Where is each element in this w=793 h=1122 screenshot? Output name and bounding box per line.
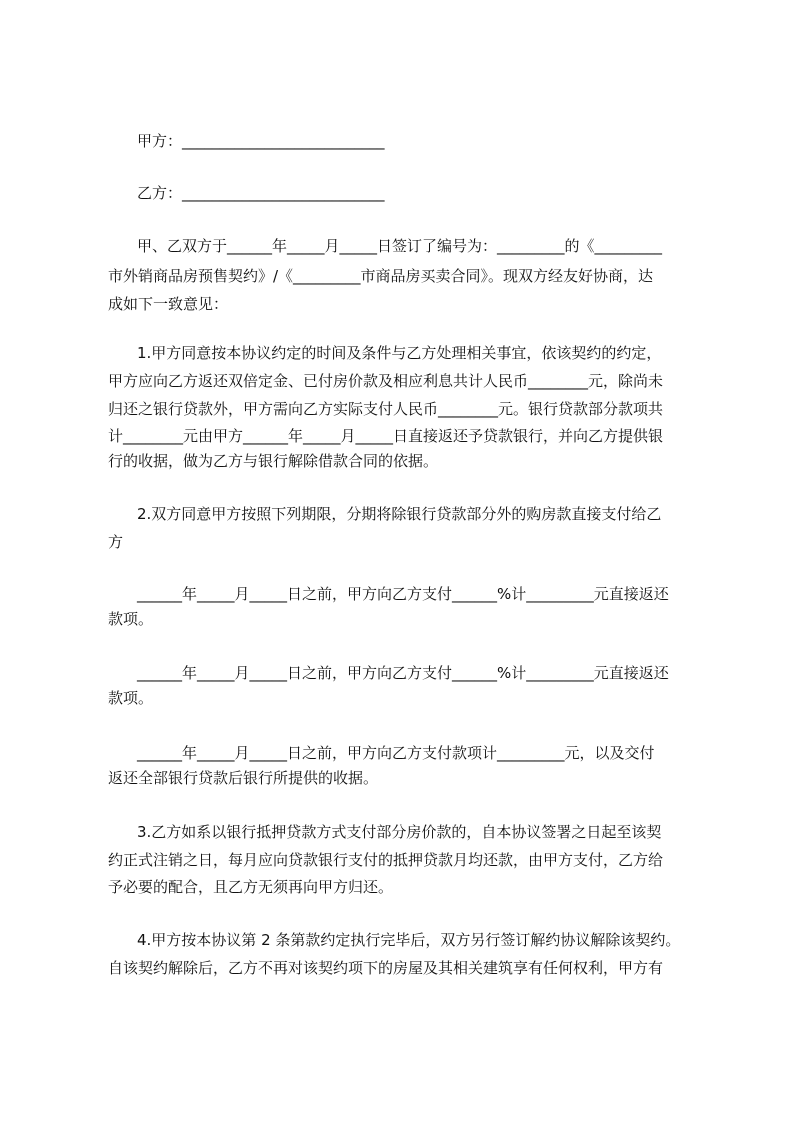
paragraph-line: 约正式注销之日，每月应向贷款银行支付的抵押贷款月均还款，由甲方支付，乙方给	[108, 851, 664, 869]
paragraph-line: 款项。	[108, 689, 154, 707]
paragraph-line: 2.双方同意甲方按照下列期限，分期将除银行贷款部分外的购房款直接支付给乙	[137, 505, 662, 523]
party-b-line: 乙方：___________________________	[137, 184, 385, 202]
paragraph-line: 返还全部银行贷款后银行所提供的收据。	[108, 769, 379, 787]
paragraph-line: 行的收据，做为乙方与银行解除借款合同的依据。	[108, 452, 439, 470]
paragraph-line: 3.乙方如系以银行抵押贷款方式支付部分房价款的，自本协议签署之日起至该契	[137, 823, 662, 841]
paragraph-line: 成如下一致意见：	[108, 295, 229, 313]
paragraph-line: 计________元由甲方______年_____月_____日直接返还予贷款银行，并向乙方提供银	[108, 427, 664, 445]
paragraph-line: ______年_____月_____日之前，甲方向乙方支付______%计_________元直接返还	[137, 664, 669, 682]
paragraph-line: 予必要的配合，且乙方无须再向甲方归还。	[108, 878, 394, 896]
paragraph-line: 归还之银行贷款外，甲方需向乙方实际支付人民币________元。银行贷款部分款项共	[108, 400, 664, 418]
paragraph-line: 方	[108, 533, 124, 551]
paragraph-line: ______年_____月_____日之前，甲方向乙方支付______%计_________元直接返还	[137, 585, 669, 603]
paragraph-line: 4.甲方按本协议第 2 条第款约定执行完毕后，双方另行签订解约协议解除该契约。	[137, 931, 681, 949]
paragraph-line: 市外销商品房预售契约》/《_________市商品房买卖合同》。现双方经友好协商，达	[108, 267, 654, 285]
paragraph-line: 甲方应向乙方返还双倍定金、已付房价款及相应利息共计人民币________元，除尚未	[108, 372, 664, 390]
paragraph-line: 自该契约解除后，乙方不再对该契约项下的房屋及其相关建筑享有任何权利，甲方有	[108, 959, 664, 977]
party-a-line: 甲方：___________________________	[137, 132, 385, 150]
paragraph-line: 1.甲方同意按本协议约定的时间及条件与乙方处理相关事宜，依该契约的约定，	[137, 344, 662, 362]
paragraph-line: ______年_____月_____日之前，甲方向乙方支付款项计_________元，以及交付	[137, 744, 655, 762]
paragraph-line: 款项。	[108, 610, 154, 628]
paragraph-line: 甲、乙双方于______年_____月_____日签订了编号为：_________的《_________	[137, 237, 663, 255]
